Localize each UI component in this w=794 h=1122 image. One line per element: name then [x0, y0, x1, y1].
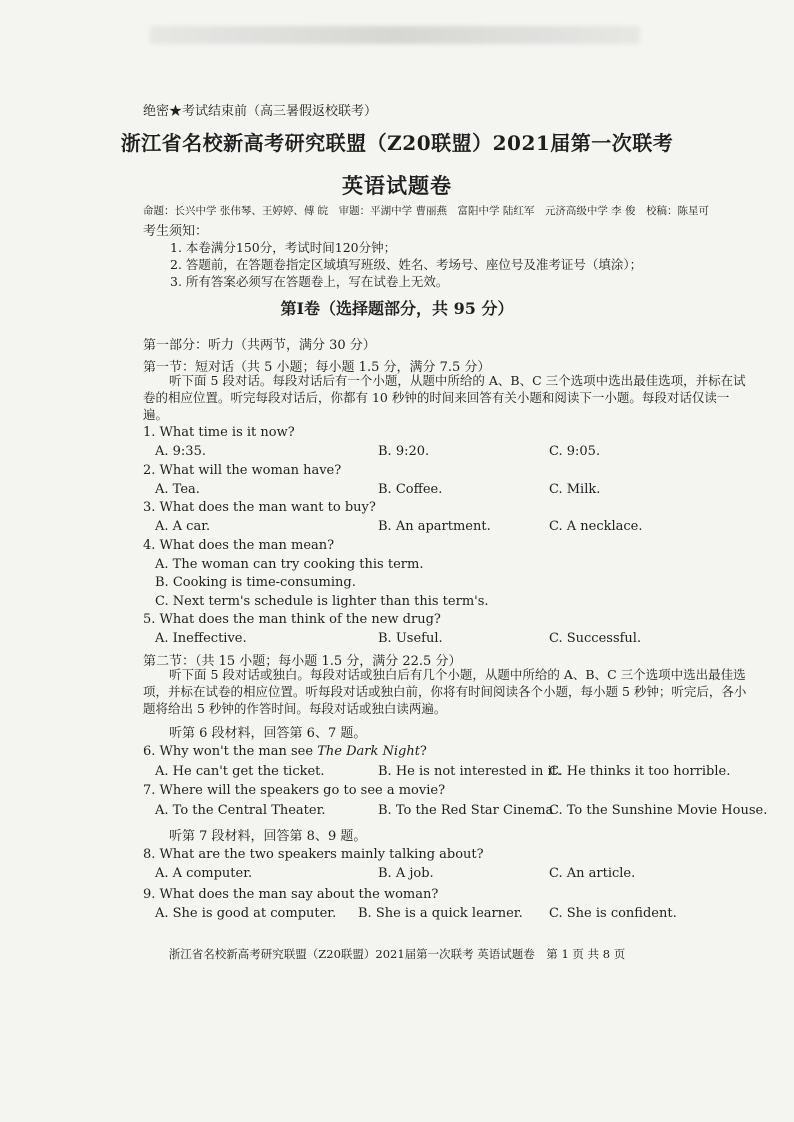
option-a: A. To the Central Theater.: [155, 803, 326, 818]
option-c: C. Next term's schedule is lighter than this term's.: [155, 594, 489, 609]
notice-item: 2. 答题前，在答题卷指定区域填写班级、姓名、考场号、座位号及准考证号（填涂）；: [170, 257, 643, 272]
confidential-label: 绝密★考试结束前（高三暑假返校联考）: [143, 104, 378, 119]
notice-item: 3. 所有答案必须写在答题卷上，写在试卷上无效。: [170, 274, 449, 289]
question-stem: [143, 744, 427, 759]
material-note: 听第 6 段材料，回答第 6、7 题。: [169, 726, 367, 741]
question-stem: 8. What are the two speakers mainly talking about?: [143, 847, 484, 862]
question-stem: 9. What does the man say about the woman?: [143, 887, 439, 902]
option-c: C. Successful.: [549, 631, 642, 646]
stem-text: ?: [419, 744, 427, 759]
option-a: A. Tea.: [155, 482, 200, 497]
option-b: B. Cooking is time-consuming.: [155, 575, 356, 590]
movie-title: The Dark Night: [317, 744, 420, 759]
question-stem: 5. What does the man think of the new drug?: [143, 612, 441, 627]
option-a: A. A computer.: [155, 866, 253, 881]
option-a: A. He can't get the ticket.: [155, 764, 325, 779]
page-footer: 浙江省名校新高考研究联盟（Z20联盟）2021届第一次联考 英语试题卷 第 1 页 共 8 页: [168, 947, 626, 961]
notice-heading: 考生须知：: [143, 224, 209, 239]
section2-instructions: 听下面 5 段对话或独白。每段对话或独白后有几个小题，从题中所给的 A、B、C 三个选项中选出最佳选项，并标在试卷的相应位置。听每段对话或独白前，你将有时间阅读各个小题，每小题 5 秒钟；听完后，各小题将给出 5 秒钟的作答时间。每段对话或独白读两遍。: [143, 667, 747, 716]
section1-instructions: 听下面 5 段对话。每段对话后有一个小题，从题中所给的 A、B、C 三个选项中选出最佳选项，并标在试卷的相应位置。听完每段对话后，你都有 10 秒钟的时间来回答有关小题和阅读下一小题。每段对话仅读一遍。: [143, 373, 746, 422]
question-stem: 3. What does the man want to buy?: [143, 500, 376, 515]
exam-subtitle: 英语试题卷: [342, 173, 452, 198]
option-a: A. 9:35.: [155, 444, 206, 459]
option-a: A. She is good at computer.: [155, 906, 337, 921]
option-b: B. A job.: [378, 866, 434, 881]
section2-heading: 第二节：（共 15 小题；每小题 1.5 分，满分 22.5 分）: [143, 654, 462, 669]
option-c: C. He thinks it too horrible.: [549, 764, 731, 779]
option-c: C. To the Sunshine Movie House.: [549, 803, 768, 818]
option-b: B. Coffee.: [378, 482, 443, 497]
notice-item: 1. 本卷满分150分，考试时间120分钟；: [170, 240, 397, 255]
option-a: A. Ineffective.: [155, 631, 247, 646]
section-title: 第Ⅰ卷（选择题部分，共 95 分）: [280, 299, 514, 318]
question-stem: 1. What time is it now?: [143, 425, 295, 440]
stem-text: 6. Why won't the man see: [143, 744, 318, 759]
option-b: B. To the Red Star Cinema: [378, 803, 554, 818]
question-stem: 7. Where will the speakers go to see a movie?: [143, 783, 446, 798]
scan-artifact: [150, 26, 640, 44]
option-a: A. The woman can try cooking this term.: [155, 557, 424, 572]
option-c: C. Milk.: [549, 482, 601, 497]
option-c: C. 9:05.: [549, 444, 601, 459]
exam-title: 浙江省名校新高考研究联盟（Z20联盟）2021届第一次联考: [120, 131, 674, 155]
question-stem: 4. What does the man mean?: [143, 538, 335, 553]
option-b: B. She is a quick learner.: [358, 906, 523, 921]
option-c: C. A necklace.: [549, 519, 643, 534]
material-note: 听第 7 段材料，回答第 8、9 题。: [169, 829, 367, 844]
option-c: C. An article.: [549, 866, 636, 881]
option-b: B. Useful.: [378, 631, 443, 646]
section1-heading: 第一节：短对话（共 5 小题；每小题 1.5 分，满分 7.5 分）: [143, 360, 491, 375]
part1-heading: 第一部分：听力（共两节，满分 30 分）: [143, 338, 376, 353]
option-c: C. She is confident.: [549, 906, 677, 921]
option-a: A. A car.: [155, 519, 211, 534]
option-b: B. 9:20.: [378, 444, 430, 459]
question-stem: 2. What will the woman have?: [143, 463, 342, 478]
authors-line: 命题：长兴中学 张伟琴、王婷婷、傅 皖 审题：平湖中学 曹丽燕 富阳中学 陆红军 元济高级中学 李 俊 校稿：陈星可: [143, 205, 710, 217]
option-b: B. He is not interested in it.: [378, 764, 562, 779]
option-b: B. An apartment.: [378, 519, 491, 534]
